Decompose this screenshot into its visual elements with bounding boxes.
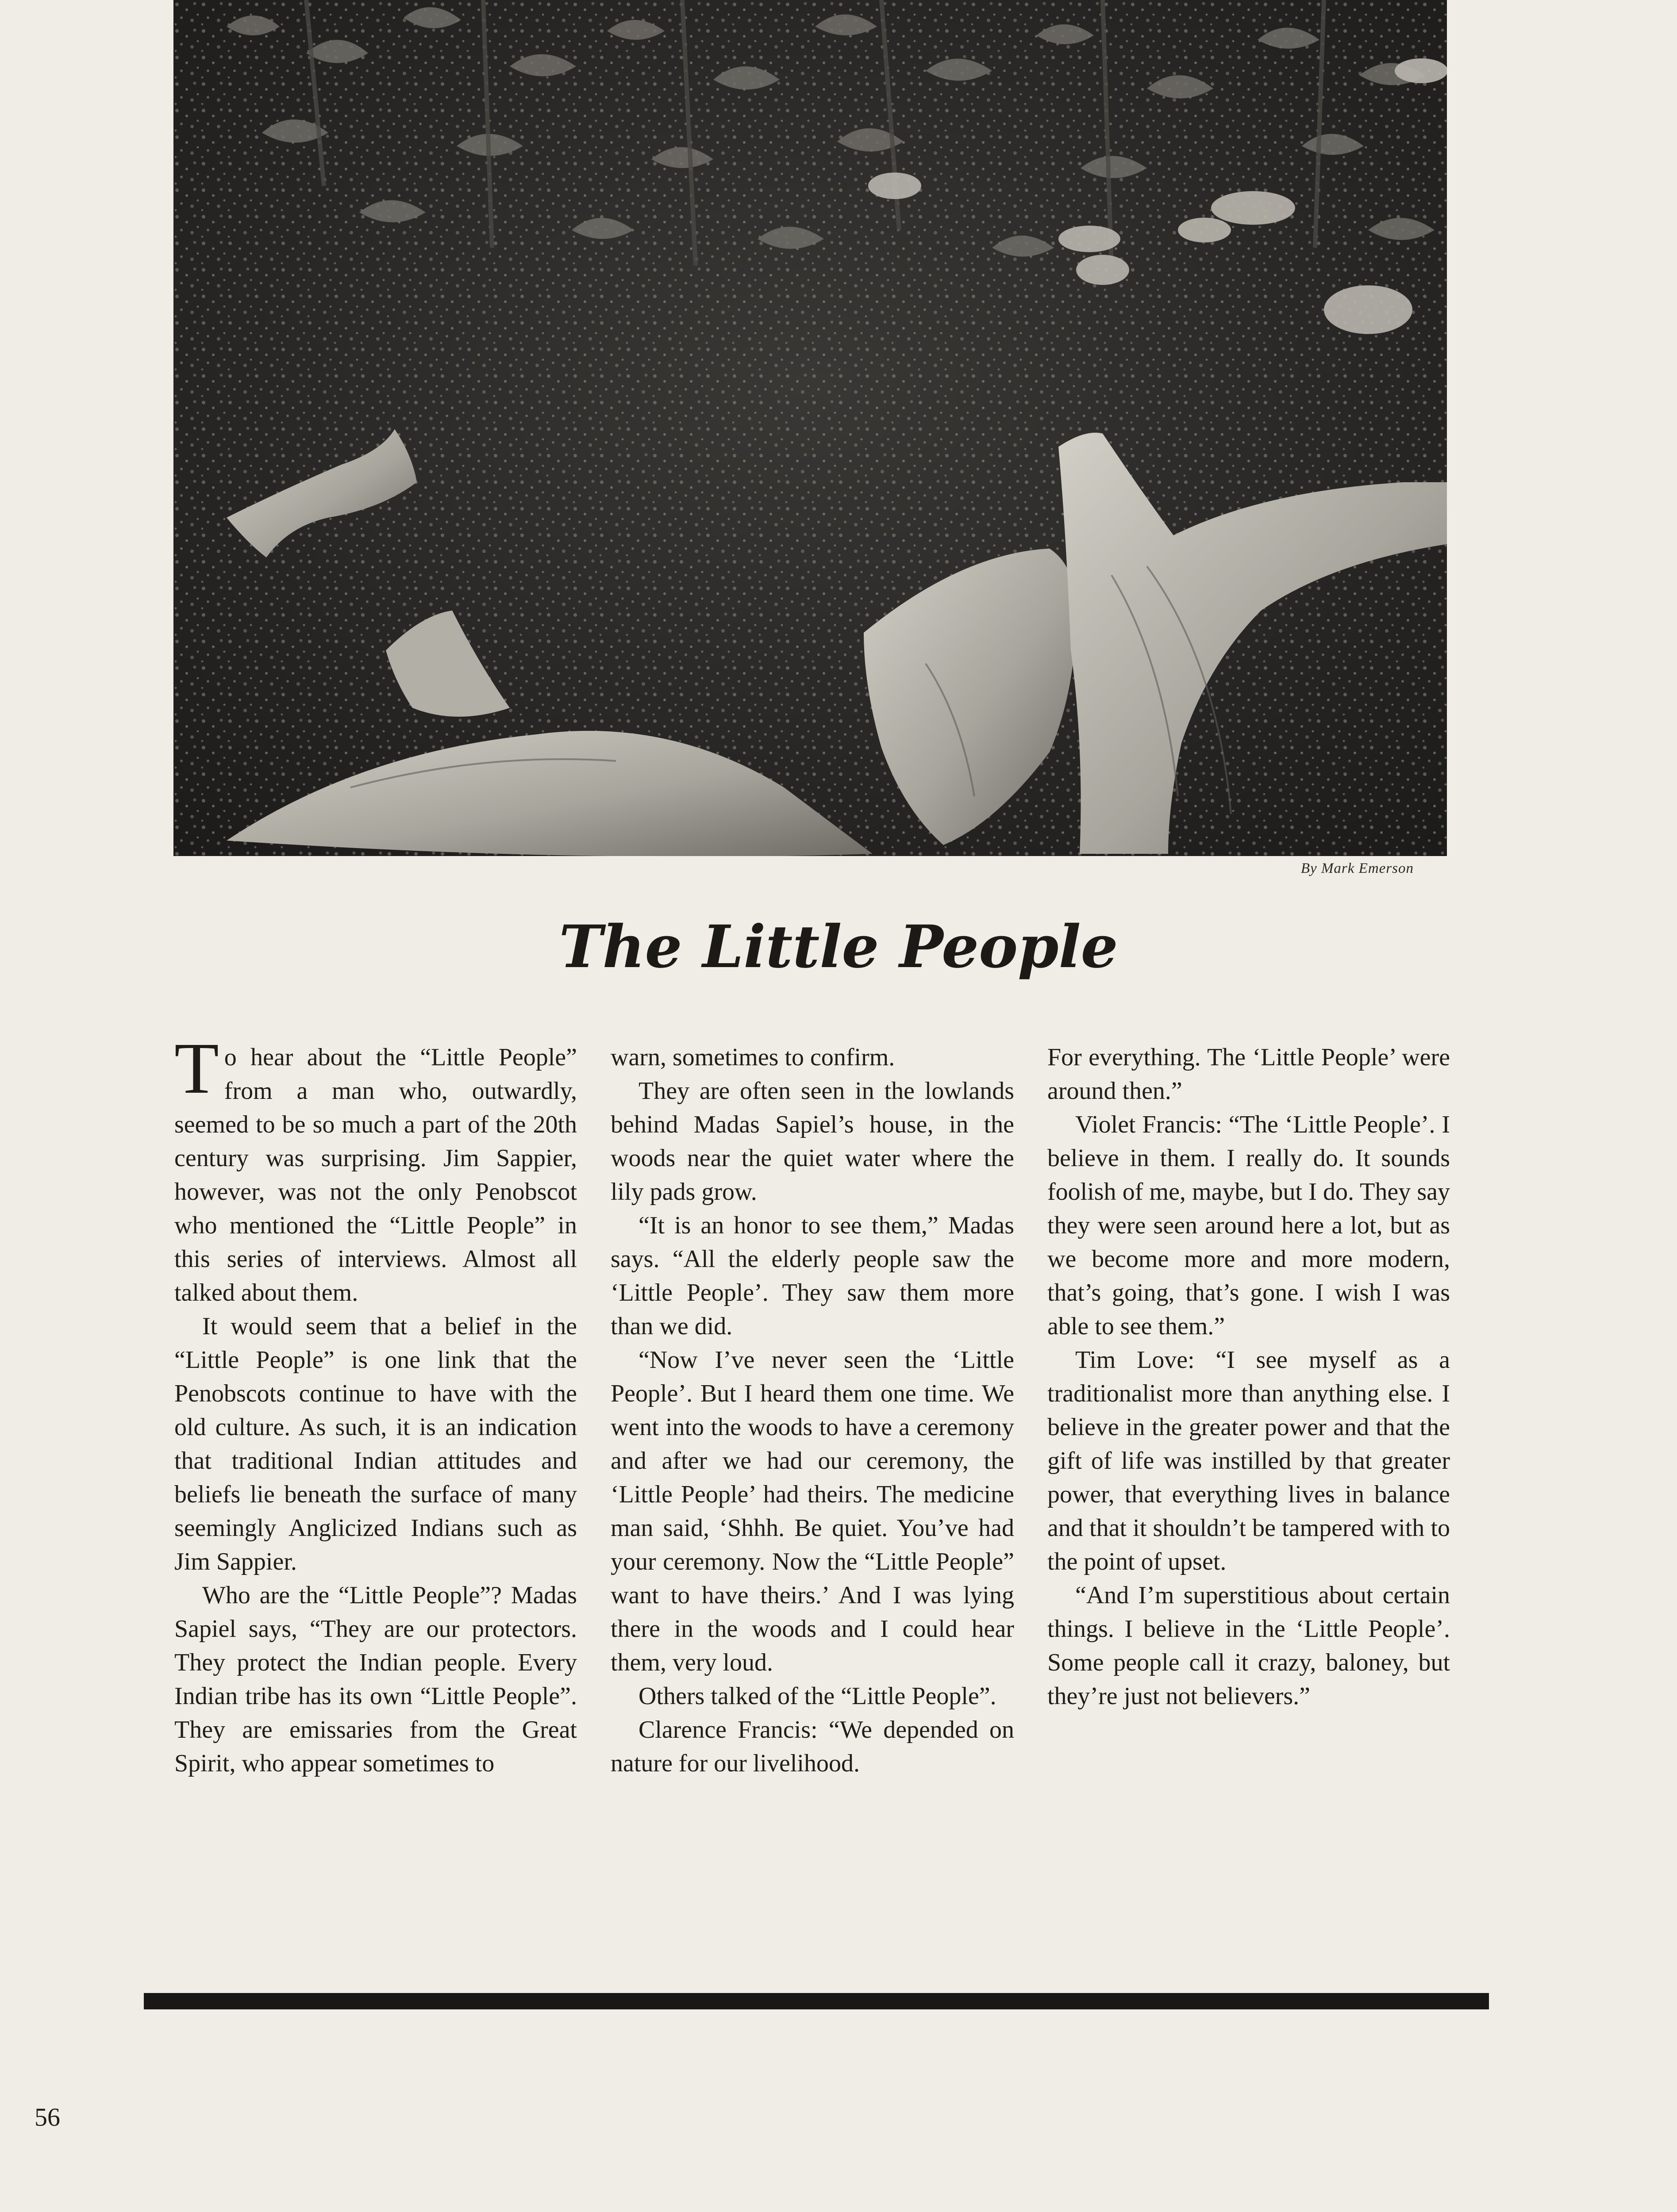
paragraph: “It is an honor to see them,” Madas says. “All the elderly people saw the ‘Little People’. They saw them more than we did. (611, 1212, 1014, 1340)
paragraph: Violet Francis: “The ‘Little People’. I believe in them. I really do. It sounds foolish of me, maybe, but I do. They say they were seen around here a lot, but as we become more and more modern, that’s going, that’s gone. I wish I was able to see them.” (1047, 1111, 1450, 1340)
paragraph (174, 1028, 577, 1310)
paragraph: They are often seen in the lowlands behind Madas Sapiel’s house, in the woods near the quiet water where the lily pads grow. (611, 1077, 1014, 1206)
paragraph: Who are the “Little People”? Madas Sapiel says, “They are our protectors. They protect the Indian people. Every Indian tribe has its own “Little People”. They are emissaries from the Great Spirit, who appear sometimes to (174, 1582, 577, 1777)
photo-credit: By Mark Emerson (1300, 860, 1414, 876)
paragraph: Clarence Francis: “We depended on nature for our livelihood. (611, 1716, 1014, 1777)
paragraph-text: o hear about the “Little People” from a man who, outwardly, seemed to be so much a part of the 20th century was surprising. Jim Sappier, however, was not the only Penobscot who mentioned the “Little People” in this series of interviews. Almost all talked about them. (174, 1044, 577, 1306)
paragraph: Tim Love: “I see myself as a traditionalist more than anything else. I believe in the greater power and that the gift of life was instilled by that greater power, that everything lives in balance and that it shouldn’t be tampered with to the point of upset. (1047, 1346, 1450, 1575)
footer-rule (144, 1993, 1489, 2009)
pond-photograph-image (173, 0, 1447, 856)
paragraph: “Now I’ve never seen the ‘Little People’. But I heard them one time. We went into the woods to have a ceremony and after we had our ceremony, the ‘Little People’ had theirs. The medicine man said, ‘Shhh. Be quiet. You’ve had your ceremony. Now the “Little People” want to have theirs.’ And I was lying there in the woods and I could hear them, very loud. (611, 1346, 1014, 1676)
paragraph: Others talked of the “Little People”. (638, 1682, 996, 1710)
article-column-3 (1047, 1041, 1450, 1713)
pond-photograph (173, 0, 1447, 856)
article-column-1 (174, 1028, 577, 1780)
drop-cap: T (174, 1028, 219, 1109)
article-title: The Little People (559, 913, 1118, 981)
paragraph: For everything. The ‘Little People’ were around then.” (1047, 1044, 1450, 1105)
paragraph: warn, sometimes to confirm. (611, 1044, 895, 1071)
page-number: 56 (35, 2103, 60, 2131)
article-column-2 (611, 1041, 1014, 1780)
paragraph: It would seem that a belief in the “Little People” is one link that the Penobscots continue to have with the old culture. As such, it is an indication that traditional Indian attitudes and beliefs lie beneath the surface of many seemingly Anglicized Indians such as Jim Sappier. (174, 1313, 577, 1575)
paragraph: “And I’m superstitious about certain things. I believe in the ‘Little People’. Some people call it crazy, baloney, but they’re just not believers.” (1047, 1582, 1450, 1710)
